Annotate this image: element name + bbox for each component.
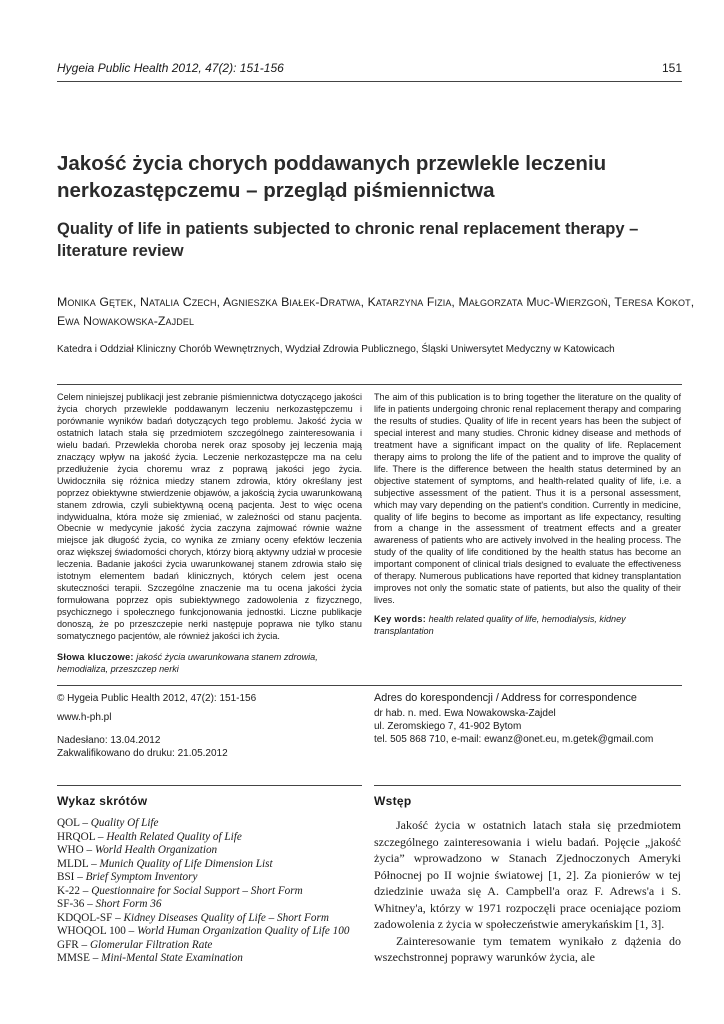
- journal-header: Hygeia Public Health 2012, 47(2): 151-156: [57, 61, 284, 75]
- abbr-full: World Health Organization: [94, 844, 218, 856]
- abbr-full: Glomerular Filtration Rate: [89, 938, 213, 951]
- list-item: [57, 831, 377, 845]
- list-item: [57, 858, 377, 872]
- affiliation: Katedra i Oddział Kliniczny Chorób Wewnętrznych, Wydział Zdrowia Publicznego, Śląski Uniwersytet Medyczny w Katowicach: [57, 344, 615, 355]
- abbr-full: Brief Symptom Inventory: [85, 871, 198, 883]
- keywords-english-label: Key words:: [374, 614, 427, 624]
- received-date: Nadesłano: 13.04.2012: [57, 735, 161, 746]
- abbr-full: Health Related Quality of Life: [106, 830, 242, 843]
- abbr-full: Munich Quality of Life Dimension List: [99, 857, 273, 870]
- authors: Monika Gętek, Natalia Czech, Agnieszka Białek-Dratwa, Katarzyna Fizia, Małgorzata Muc-Wierzgoń, Teresa Kokot, Ewa Nowakowska-Zajdel: [57, 295, 695, 328]
- abbr-full: Short Form 36: [95, 898, 162, 910]
- correspondence-contact: tel. 505 868 710, e-mail: ewanz@onet.eu, m.getek@gmail.com: [374, 734, 654, 745]
- keywords-english: [374, 613, 681, 637]
- abstract-english: The aim of this publication is to bring together the literature on the quality of life in patients undergoing chronic renal replacement therapy and comparing the results of studies. Quality of life in recent years has been the subject of special interest and many studies. Chronic kidney disease and methods of treatment have a significant impact on the quality of life. Replacement therapy aims to prolong the life of the patient and to improve the quality of life. There is the difference between the health status determined by an objective statement of symptoms, and health-related quality of life, i.e. a subjective assessment of the patient. Thus it is a personal assessment, which may vary depending on the patient's condition. Currently in medicine, quality of life begins to become as important as life expectancy, resulting from a change in the assessment of treatment effects and a greater awareness of patients who are actively involved in the healing process. The study of the quality of life conditioned by the health status has become an important component of clinical trials designed to evaluate the effectiveness of therapy. Numerous publications have reported that kidney transplantation improves not only the somatic state of patients, but also the quality of their lives.: [374, 392, 681, 606]
- header-rule: [57, 81, 682, 82]
- keywords-polish: [57, 651, 362, 675]
- list-item: [57, 952, 377, 966]
- list-item: [57, 925, 377, 939]
- abbr-full: Kidney Diseases Quality of Life – Short Form: [123, 911, 329, 924]
- keywords-english-text: health related quality of life, hemodialysis, kidney transplantation: [374, 614, 626, 636]
- abbr-full: Mini-Mental State Examination: [101, 952, 243, 964]
- list-item: [57, 817, 377, 831]
- abbr-code: MLDL –: [57, 857, 100, 870]
- abbr-code: SF-36 –: [57, 898, 96, 910]
- keywords-polish-text: jakość życia uwarunkowana stanem zdrowia, hemodializa, przeszczep nerki: [57, 652, 318, 674]
- abstract-polish: Celem niniejszej publikacji jest zebranie piśmiennictwa dotyczącego jakości życia chorych przewlekle poddawanym leczeniu nerkozastępczemu i porównanie wyników badań dotyczących tego problemu. Jakość życia w ostatnich latach stała się przedmiotem szczególnego zainteresowania i wielu badań. Przewlekła choroba nerek oraz sposoby jej leczenia mają znaczący wpływ na jakość życia. Leczenie nerkozastępcze ma na celu przedłużenie życia choremu wraz z poprawą jakości jego życia. Uwidoczniła się różnica miedzy stanem zdrowia, który określany jest poprzez obiektywne stwierdzenie objawów, a jakością życia uwarunkowaną stanem zdrowia, czyli subiektywną oceną pacjenta. Jest to więc ocena indywidualna, która może się zmieniać, w zależności od stanu pacjenta. Obecnie w medycynie jakość życia zaczyna zajmować równie ważne miejsce jak długość życia, co wynika ze zmiany oceny efektów leczenia oraz większej świadomości chorych, którzy biorą aktywny udział w procesie leczenia. Badanie jakości życia uwarunkowanej stanem zdrowia stało się istotnym elementem badań klinicznych, których celem jest ocena skuteczności terapii. Szczególne znaczenie ma tu ocena jakości życia formułowana poprzez opis subiektywnego zadowolenia z fizycznego, psychicznego i społecznego funkcjonowania jednostki. Liczne publikacje donoszą, że po przeszczepie nerki następuje poprawa nie tylko stanu somatycznego pacjentów, ale również jakości ich życia.: [57, 392, 362, 642]
- intro-paragraph-2: Zainteresowanie tym tematem wynikało z dążenia do wszechstronnej poprawy warunków życia, ale: [374, 933, 681, 964]
- abbreviations-title: Wykaz skrótów: [57, 794, 148, 808]
- list-item: [57, 885, 377, 899]
- intro-title: Wstęp: [374, 794, 412, 808]
- abbr-code: HRQOL –: [57, 830, 107, 843]
- abbr-code: KDQOL-SF –: [57, 911, 124, 924]
- accepted-date: Zakwalifikowano do druku: 21.05.2012: [57, 748, 228, 759]
- list-item: [57, 939, 377, 953]
- intro-paragraph-1: Jakość życia w ostatnich latach stała się przedmiotem szczególnego zainteresowania i wielu badań. Pojęcie „jakość życia” wprowadzono w Stanach Zjednoczonych Ameryki Północnej po II wojnie światowej [1, 2]. Za pionierów w tej dziedzinie uważa się A. Campbell'a oraz F. Adrews'a i S. Whitney'a, którzy w 1971 rozpoczęli prace oceniające poziom zadowolenia z życia w społeczeństwie amerykańskim [1, 3].: [374, 818, 681, 931]
- title-polish: Jakość życia chorych poddawanych przewlekle leczeniu nerkozastępczemu – przegląd piśmiennictwa: [57, 152, 607, 202]
- copyright: © Hygeia Public Health 2012, 47(2): 151-156: [57, 693, 257, 704]
- abbr-code: QOL –: [57, 817, 91, 829]
- correspondence-name: dr hab. n. med. Ewa Nowakowska-Zajdel: [374, 708, 556, 719]
- website-link[interactable]: www.h-ph.pl: [57, 712, 112, 723]
- list-item: [57, 898, 377, 912]
- title-english: Quality of life in patients subjected to chronic renal replacement therapy – literature review: [57, 220, 639, 260]
- keywords-polish-label: Słowa kluczowe:: [57, 652, 134, 662]
- abbr-code: WHOQOL 100 –: [57, 925, 138, 937]
- abbr-code: MMSE –: [57, 952, 102, 964]
- intro-rule: [374, 785, 681, 786]
- abbr-code: K-22 –: [57, 884, 92, 897]
- abbr-code: BSI –: [57, 871, 86, 883]
- abbr-full: Questionnaire for Social Support – Short Form: [91, 884, 303, 897]
- abbreviations-rule: [57, 785, 362, 786]
- abstract-rule-top: [57, 384, 682, 385]
- page-number: 151: [661, 61, 682, 75]
- correspondence-heading: Adres do korespondencji / Address for correspondence: [374, 692, 637, 704]
- correspondence-street: ul. Zeromskiego 7, 41-902 Bytom: [374, 721, 522, 732]
- list-item: [57, 844, 377, 858]
- abbr-full: Quality Of Life: [90, 817, 159, 829]
- abbr-full: World Human Organization Quality of Life 100: [137, 925, 350, 937]
- abbr-code: GFR –: [57, 938, 90, 951]
- abstract-rule-bottom: [57, 685, 682, 686]
- correspondence-address: [374, 692, 694, 746]
- abbreviations-list: [57, 817, 377, 966]
- list-item: [57, 871, 377, 885]
- abbr-code: WHO –: [57, 844, 95, 856]
- list-item: [57, 912, 377, 926]
- intro-text: [374, 817, 681, 966]
- publication-info: [57, 692, 357, 760]
